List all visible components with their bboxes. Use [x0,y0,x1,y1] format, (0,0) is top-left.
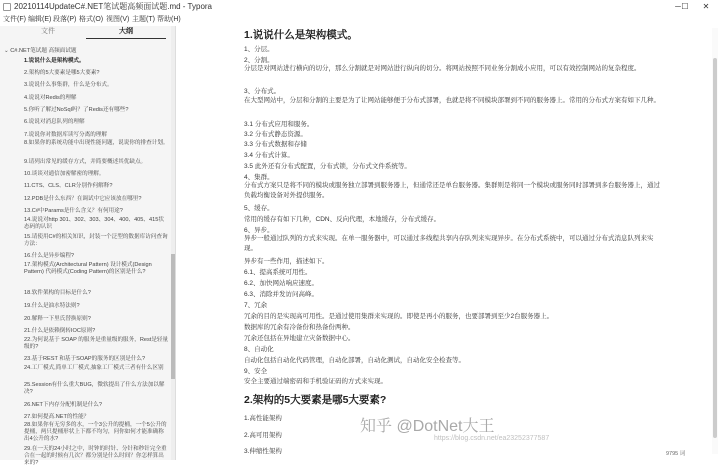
outline-item[interactable]: 8.如果你的系统功能中出现性能问题，说说你的排查计划。 [24,140,169,146]
outline-item[interactable]: 15.请使用C#的相关知识，封装一个泛型的数据库访问查询方法： [24,234,168,247]
sidebar [0,26,176,466]
doc-line: 6、异步。 [244,227,274,234]
doc-paragraph: 异步一般通过队列的方式来实现。在单一服务器中，可以通过多线程共享内存队列来实现异步。在分布式系统中，可以通过分布式消息队列来实现。 [244,235,654,253]
watermark-url: https://blog.csdn.net/ea23252377587 [434,435,550,442]
outline-item[interactable]: 9.请列出常见的缓存方式，并简要概述其优缺点。 [24,159,147,165]
outline-item[interactable]: 20.解释一下里氏替换原则? [24,316,91,322]
close-button[interactable]: ✕ [702,2,710,11]
doc-line: 2、分割。 [244,57,274,64]
outline-item[interactable]: 12.PDB是什么东西？在调试中它应该放在哪里? [24,196,142,202]
outline-item[interactable]: 21.什么是依赖倒转IOC原则? [24,328,96,334]
doc-paragraph: 分布式方案只是将不同的模块或服务独立部署到服务器上，但通常还是单台服务器。集群则是将同一个模块或服务同时部署到多台服务器上，通过负载均衡设备对外提供服务。 [244,182,660,200]
maximize-button[interactable]: ☐ [681,2,689,11]
menu-theme[interactable]: 主题(T) [132,16,155,23]
doc-line: 8、自动化 [244,346,274,353]
sidebar-scrollbar[interactable] [171,26,175,460]
doc-line: 3.2 分布式静态资源。 [244,131,307,138]
outline-item[interactable]: 5.你听了解过NoSql吗？了Redis还有哪些? [24,107,129,113]
sidebar-tabs [0,26,176,38]
doc-line: 6.1、提高系统可用性。 [244,269,312,276]
outline-item[interactable]: 25.Session有什么重大BUG，微软提出了什么方法加以解决? [24,382,165,395]
doc-line: 数据库的冗余有冷备份和热备份两种。 [244,324,355,331]
outline-root[interactable]: ⌄ C#.NET笔试题 高频面试题 [4,48,77,54]
menu-edit[interactable]: 编辑(E) [28,16,52,23]
doc-line: 3.4 分布式计算。 [244,152,294,159]
menu-paragraph[interactable]: 段落(P) [53,16,77,23]
outline-item[interactable]: 13.C#中Params是什么含义？有何用途? [24,208,123,214]
doc-paragraph: 分层是对网站进行横向的切分，那么分割就是对网站进行纵向的切分。将网站按照不同业务分割成小应用，可以有效控制网站的复杂程度。 [244,65,641,72]
menu-view[interactable]: 视图(V) [106,16,130,23]
doc-list-item: 3.伸缩性架构 [244,448,282,455]
heading-1: 1.说说什么是架构模式。 [244,29,358,41]
doc-paragraph: 在大型网站中，分层和分割的主要是为了让网站能够便于分布式部署，也就是将不同模块部署到不同的服务器上。常用的分布式方案有如下几种。 [244,97,660,104]
outline-item[interactable]: 18.软件架构的目标是什么? [24,290,91,296]
doc-line: 常用的缓存有如下几种，CDN、反向代理，本地缓存，分布式缓存。 [244,216,441,223]
doc-line: 冗余还包括在异地建立灾备数据中心。 [244,335,355,342]
outline-item[interactable]: 2.架构的5大要素是哪5大要素? [24,70,100,76]
outline-item[interactable]: 19.什么是油水特法则? [24,303,80,309]
tab-files[interactable]: 文件 [41,28,55,35]
doc-line: 冗余的目的是实现高可用性。是通过使用集群来实现的。即使是再小的服务，也要部署到至少2台服务器上。 [244,313,554,320]
outline-item[interactable]: 14.说说对http 301、302、303、304、400、405、415状态码的认识 [24,217,164,230]
doc-line: 3.5 此外还有分布式配置，分布式锁，分布式文件系统等。 [244,163,411,170]
outline-item[interactable]: 24.工厂模式,简单工厂模式,抽象工厂模式三者有什么区别 [24,365,164,371]
outline-item[interactable]: 28.如果你有无穷多的水，一个3公升的提桶，一个5公升的提桶，两只提桶形状上下都不均匀，问你如何才能准确称出4公升的水? [24,422,167,442]
doc-line: 1、分层。 [244,46,274,53]
doc-line: 9、安全 [244,368,268,375]
outline-item[interactable]: 29.在一天的24小时之中，时钟的时针、分针和秒针完全重合在一起的时候有几次？都分别是什么时间？你怎样算出来的? [24,446,167,466]
outline-item[interactable]: 27.如何提高.NET的性能？ [24,414,90,420]
watermark: 知乎 @DotNet大王 [360,418,495,435]
menu-help[interactable]: 帮助(H) [157,16,181,23]
doc-line: 3.3 分布式数据和存储 [244,141,307,148]
menu-bar [0,14,720,26]
outline-item[interactable]: 10.谈谈对通信加密解密的理解。 [24,171,105,177]
doc-line: 6.2、加快网站响应速度。 [244,280,319,287]
outline-item[interactable]: 7.说说你对数据库读写分离的理解 [24,132,107,138]
outline-item[interactable]: 17.架构模式(Architectural Pattern) 设计模式(Design Pattern) 代码模式(Coding Pattern)的区别是什么? [24,262,152,275]
doc-line: 4、集群。 [244,174,274,181]
menu-file[interactable]: 文件(F) [3,16,26,23]
outline-item[interactable]: 1.说说什么是架构模式。 [24,58,85,64]
window-title: 20210114UpdateC#.NET笔试题高频面试题.md - Typora [14,2,213,11]
doc-line: 7、冗余 [244,302,268,309]
editor-scroll-thumb[interactable] [713,58,717,438]
doc-line: 3、分布式。 [244,88,281,95]
doc-line: 6.3、消除并发访问高峰。 [244,291,319,298]
heading-2: 2.架构的5大要素是哪5大要素? [244,394,387,406]
outline-item[interactable]: 26.NET下内存分配机制是什么? [24,402,103,408]
doc-line: 3.1 分布式应用和服务。 [244,121,314,128]
chevron-down-icon: ⌄ [4,48,11,54]
doc-list-item: 1.高性能架构 [244,415,282,422]
menu-format[interactable]: 格式(O) [79,16,104,23]
word-count-status[interactable]: 9795 词 [666,451,686,457]
tab-outline[interactable]: 大纲 [86,26,166,39]
minimize-button[interactable]: ─ [675,2,681,11]
outline-item[interactable]: 3.说说什么事集群，什么是分布式。 [24,82,113,88]
title-bar [0,0,720,14]
outline-item[interactable]: 4.说说对Redis的理解 [24,95,77,101]
outline-item[interactable]: 16.什么是异步编程? [24,253,75,259]
doc-line: 异步有一些作用，描述如下。 [244,258,329,265]
outline-item[interactable]: 22.为何说基于 SOAP 的服务是重量级的服务，Rest是轻量级的? [24,337,169,350]
outline-item[interactable]: 6.说说对消息队列的理解 [24,119,85,125]
editor-pane[interactable] [176,26,720,460]
doc-line: 自动化包括自动化代码管理，自动化部署，自动化测试，自动化安全检查等。 [244,357,465,364]
sidebar-scroll-thumb[interactable] [171,254,175,379]
outline-item[interactable]: 23.基于REST 和基于SOAP的服务的区别是什么? [24,356,146,362]
doc-list-item: 2.高可用架构 [244,432,282,439]
doc-line: 安全主要通过端密码和手机验证码的方式来实现。 [244,378,387,385]
typora-app-icon [3,3,11,11]
doc-line: 5、缓存。 [244,205,274,212]
outline-item[interactable]: 11.CTS、CLS、CLR分别作何解释? [24,183,113,189]
